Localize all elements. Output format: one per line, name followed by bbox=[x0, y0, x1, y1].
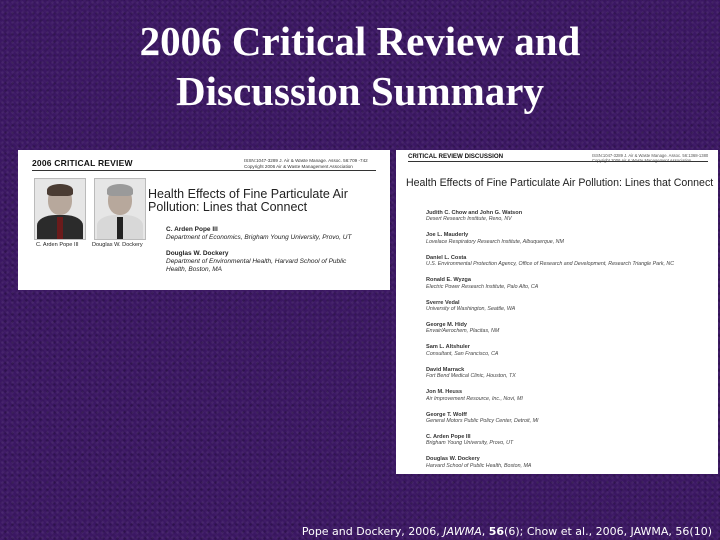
author-affiliation: Department of Environmental Health, Harvard School of Public Health, Boston, MA bbox=[166, 258, 347, 273]
author-affiliation: Consultant, San Francisco, CA bbox=[426, 350, 499, 357]
author-name: C. Arden Pope III bbox=[426, 433, 471, 440]
author-block bbox=[166, 226, 351, 242]
author-affiliation: Air Improvement Resource, Inc., Novi, MI bbox=[426, 395, 523, 402]
author-name: Jon M. Heuss bbox=[426, 389, 463, 396]
author-name: Daniel L. Costa bbox=[426, 254, 467, 261]
author-photo-dockery bbox=[94, 178, 146, 240]
author-name: Sverre Vedal bbox=[426, 299, 460, 306]
author-photo-pope bbox=[34, 178, 86, 240]
photo-caption: Douglas W. Dockery bbox=[92, 242, 143, 248]
author-affiliation: Department of Economics, Brigham Young University, Provo, UT bbox=[166, 234, 352, 241]
clipping-header: 2006 CRITICAL REVIEW bbox=[32, 158, 133, 168]
author-name: Sam L. Altshuler bbox=[426, 344, 470, 351]
author-list bbox=[426, 210, 716, 479]
slide-title-line-1: 2006 Critical Review and bbox=[139, 18, 581, 64]
author-affiliation: Fort Bend Medical Clinic, Houston, TX bbox=[426, 373, 516, 380]
photo-caption: C. Arden Pope III bbox=[36, 242, 79, 248]
author-affiliation: U.S. Environmental Protection Agency, Office of Research and Development, Research Triangle Park, NC bbox=[426, 261, 675, 268]
author-name: David Marrack bbox=[426, 366, 465, 373]
citation-text: Pope and Dockery, 2006, bbox=[301, 525, 444, 538]
citation-volume: 56 bbox=[488, 525, 505, 538]
author-name: Ronald E. Wyzga bbox=[426, 277, 471, 284]
author-entry bbox=[426, 277, 716, 299]
author-affiliation: Brigham Young University, Provo, UT bbox=[426, 440, 514, 447]
author-name: Douglas W. Dockery bbox=[426, 456, 480, 463]
author-entry bbox=[426, 456, 716, 478]
author-affiliation: Envair/Aerochem, Placitas, NM bbox=[426, 328, 500, 335]
author-name: Douglas W. Dockery bbox=[166, 250, 229, 257]
author-affiliation: Lovelace Respiratory Research Institute, Albuquerque, NM bbox=[426, 238, 564, 245]
author-name: George M. Hidy bbox=[426, 321, 468, 328]
author-entry bbox=[426, 300, 716, 322]
author-name: George T. Wolff bbox=[426, 411, 467, 418]
citation-text: (6); Chow et al., 2006, JAWMA, 56(10) bbox=[504, 525, 712, 538]
author-entry bbox=[426, 322, 716, 344]
author-block bbox=[166, 250, 366, 274]
slide-title bbox=[0, 16, 720, 116]
clipping-issn bbox=[244, 158, 384, 170]
author-affiliation: Harvard School of Public Health, Boston, MA bbox=[426, 462, 532, 469]
copyright-line: Copyright 2006 Air & Waste Management Association bbox=[244, 164, 353, 169]
author-entry bbox=[426, 344, 716, 366]
citation-text: , bbox=[481, 525, 489, 538]
header-divider bbox=[32, 170, 376, 171]
author-entry bbox=[426, 434, 716, 456]
author-name: Judith C. Chow and John G. Watson bbox=[426, 210, 523, 216]
clipping-header: CRITICAL REVIEW DISCUSSION bbox=[408, 153, 504, 160]
author-entry bbox=[426, 367, 716, 389]
author-entry bbox=[426, 255, 716, 277]
issn-line: ISSN:1047-3289 J. Air & Waste Manage. Assoc. 56:1368-1380 bbox=[592, 153, 709, 158]
author-affiliation: Electric Power Research Institute, Palo Alto, CA bbox=[426, 283, 539, 290]
author-affiliation: University of Washington, Seattle, WA bbox=[426, 305, 516, 312]
slide-title-line-2: Discussion Summary bbox=[176, 68, 544, 114]
author-entry bbox=[426, 232, 716, 254]
discussion-clipping bbox=[396, 150, 718, 474]
author-name: C. Arden Pope III bbox=[166, 226, 218, 233]
author-affiliation: General Motors Public Policy Center, Detroit, MI bbox=[426, 417, 539, 424]
author-entry bbox=[426, 210, 716, 232]
author-entry bbox=[426, 412, 716, 434]
author-entry bbox=[426, 389, 716, 411]
critical-review-clipping bbox=[18, 150, 390, 290]
issn-line: ISSN:1047-3289 J. Air & Waste Manage. Assoc. 56:709 -742 bbox=[244, 158, 368, 163]
author-name: Joe L. Mauderly bbox=[426, 232, 469, 239]
author-affiliation: Desert Research Institute, Reno, NV bbox=[426, 216, 512, 223]
header-divider bbox=[408, 161, 708, 162]
citation-journal: JAWMA bbox=[443, 525, 482, 538]
citation bbox=[302, 525, 712, 538]
article-title: Health Effects of Fine Particulate Air Pollution: Lines that Connect bbox=[148, 187, 348, 214]
article-title: Health Effects of Fine Particulate Air Pollution: Lines that Connect bbox=[406, 177, 714, 189]
